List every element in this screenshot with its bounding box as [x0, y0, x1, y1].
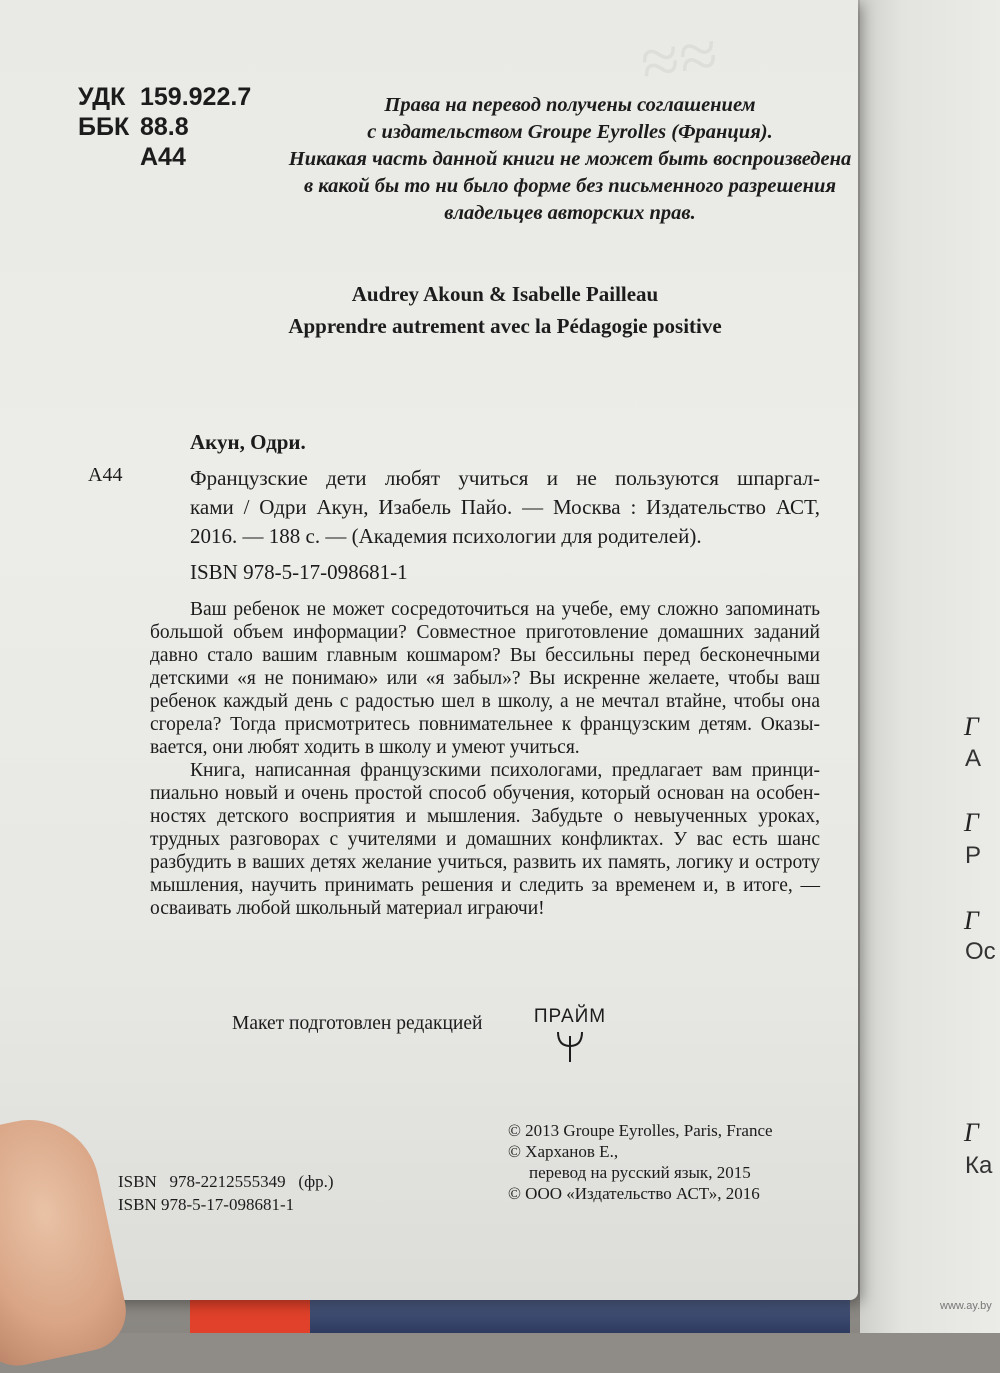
annotation-line: мышления, научить принимать решения и следить за временем и, в итоге, — [150, 875, 820, 896]
catalog-index: А44 [88, 464, 123, 486]
annotation-line: Книга, написанная французскими психологами, предлагает вам принци- [190, 760, 820, 781]
isbn-value: 978-2212555349 [169, 1172, 286, 1191]
annotation-line: разбудить в ваших детях желание учиться, развить их память, логику и остроту [150, 852, 820, 873]
annotation-paragraph-2 [150, 759, 820, 920]
catalog-line: ками / Одри Акун, Изабель Пайо. — Москва : Издательство АСТ, [190, 495, 820, 519]
annotation-line: вается, они любят ходить в школу и умеют учиться. [150, 737, 580, 758]
annotation-line: ностях детского восприятия и мышления. Забудьте о невыученных уроках, [150, 806, 820, 827]
rights-line: с издательством Groupe Eyrolles (Франция). [367, 121, 773, 143]
isbn-list [118, 1170, 334, 1216]
adjacent-mark: Г [964, 808, 979, 837]
catalog-author-heading: Акун, Одри. [190, 430, 306, 454]
isbn-label: ISBN [118, 1172, 157, 1191]
copyright-block [508, 1120, 773, 1204]
bbk-label: ББК [78, 113, 130, 141]
annotation-line: ребенок каждый день с радостью шел в школу, а не мечтал втайне, чтобы она [150, 691, 820, 712]
annotation-line: пиально новый и очень простой способ обучения, который основан на особен- [150, 783, 820, 804]
isbn-label: ISBN [118, 1195, 157, 1214]
psi-icon [528, 1028, 612, 1064]
original-edition [150, 278, 860, 342]
annotation-paragraph-1 [150, 598, 820, 759]
udk-value: 159.922.7 [140, 83, 252, 111]
rights-line: Никакая часть данной книги не может быть воспроизведена [288, 148, 852, 170]
annotation-line: Ваш ребенок не может сосредоточиться на учебе, ему сложно запоминать [190, 599, 820, 620]
copyright-line: © ООО «Издательство АСТ», 2016 [508, 1184, 760, 1203]
prime-logo-text: ПРАЙМ [533, 1006, 607, 1027]
catalog-line: Французские дети любят учиться и не пользуются шпаргал- [190, 466, 820, 490]
adjacent-fragment: Р [965, 842, 982, 869]
catalog-isbn: ISBN 978-5-17-098681-1 [190, 560, 408, 584]
catalog-description [190, 464, 820, 551]
watermark: www.ay.by [940, 1300, 992, 1312]
author-mark: А44 [140, 143, 186, 171]
isbn-note: (фр.) [298, 1172, 334, 1191]
rights-notice [280, 92, 860, 227]
adjacent-mark: Г [964, 906, 979, 935]
classification-codes [78, 82, 251, 172]
adjacent-mark: Г [964, 1118, 979, 1147]
original-authors: Audrey Akoun & Isabelle Pailleau [351, 282, 659, 306]
prime-logo [528, 1006, 612, 1066]
copyright-line: © 2013 Groupe Eyrolles, Paris, France [508, 1121, 773, 1140]
adjacent-fragment: А [965, 745, 982, 772]
adjacent-page [860, 0, 1000, 1333]
annotation-line: детскими «я не понимаю» или «я забыл»? Вы искренне желаете, чтобы ваш [150, 668, 820, 689]
annotation [150, 598, 820, 920]
udk-label: УДК [78, 83, 126, 111]
show-through-text: ≈≈ [634, 16, 722, 103]
original-title: Apprendre autrement avec la Pédagogie positive [288, 314, 722, 338]
rights-line: Права на перевод получены соглашением [384, 94, 756, 116]
annotation-line: осваивать любой школьный материал играючи! [150, 898, 545, 919]
adjacent-mark: Г [964, 712, 979, 741]
adjacent-fragment: Ос [965, 938, 996, 965]
annotation-line: большой объем информации? Совместное приготовление домашних заданий [150, 622, 820, 643]
rights-line: в какой бы то ни было форме без письменного разрешения [303, 175, 837, 197]
bbk-value: 88.8 [140, 113, 189, 141]
copyright-line: перевод на русский язык, 2015 [529, 1163, 751, 1182]
layout-credit: Макет подготовлен редакцией [232, 1013, 483, 1034]
annotation-line: давно стало вашим главным кошмаром? Вы бессильны перед бесконечными [150, 645, 820, 666]
rights-line: владельцев авторских прав. [444, 202, 696, 224]
copyright-line: © Харханов Е., [508, 1142, 619, 1161]
adjacent-fragment: Ка [965, 1152, 993, 1179]
annotation-line: трудных разговорах с учителями и домашних конфликтах. У вас есть шанс [150, 829, 820, 850]
catalog-line: 2016. — 188 с. — (Академия психологии для родителей). [190, 524, 702, 548]
isbn-value: 978-5-17-098681-1 [160, 1195, 295, 1214]
annotation-line: сгорела? Тогда присмотритесь повнимательнее к французским детям. Оказы- [150, 714, 820, 735]
